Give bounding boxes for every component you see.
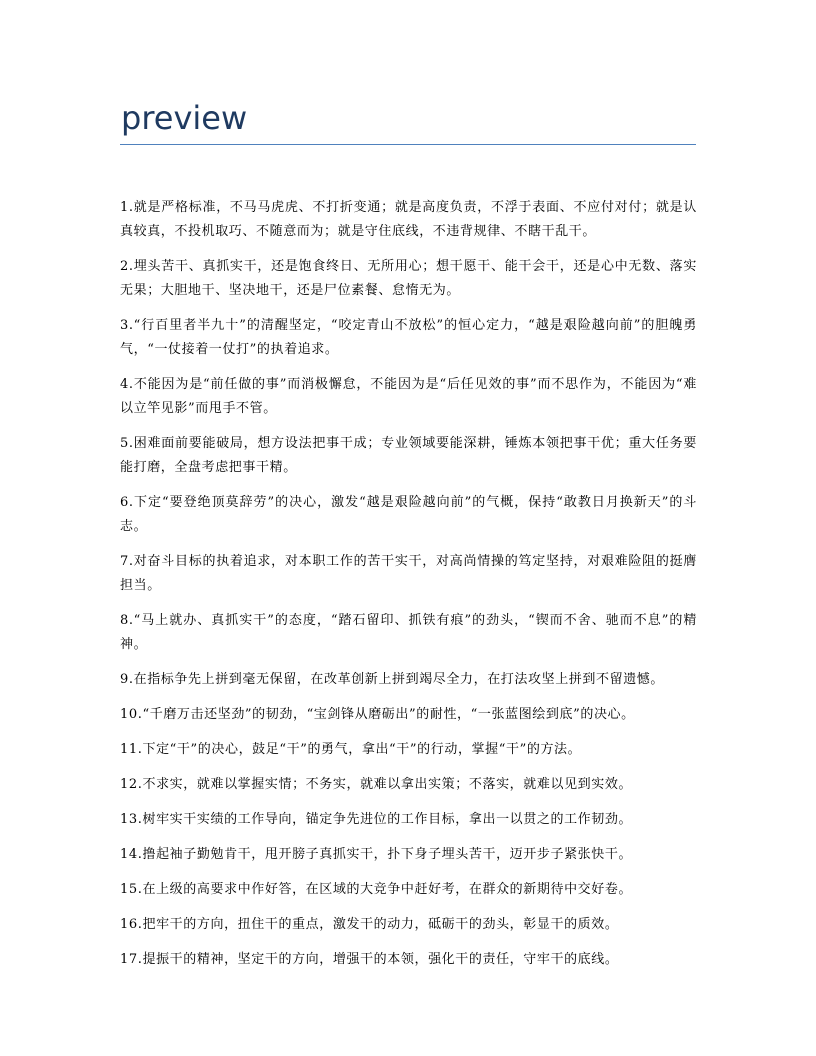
document-title: preview: [121, 99, 248, 137]
list-item: 7.对奋斗目标的执着追求，对本职工作的苦干实干，对高尚情操的笃定坚持，对艰难险阻的挺膺担当。: [120, 554, 697, 593]
list-item: 11.下定“干”的决心，鼓足“干”的勇气，拿出“干”的行动，掌握“干”的方法。: [120, 742, 582, 757]
list-item: 5.困难面前要能破局，想方设法把事干成；专业领域要能深耕，锤炼本领把事干优；重大任务要能打磨，全盘考虑把事干精。: [120, 436, 697, 475]
list-item: 16.把牢干的方向，扭住干的重点，激发干的动力，砥砺干的劲头，彰显干的质效。: [120, 917, 619, 932]
list-item: 17.提振干的精神，坚定干的方向，增强干的本领，强化干的责任，守牢干的底线。: [120, 952, 619, 967]
list-item: 1.就是严格标准，不马马虎虎、不打折变通；就是高度负责，不浮于表面、不应付对付；就是认真较真，不投机取巧、不随意而为；就是守住底线，不违背规律、不瞎干乱干。: [120, 200, 697, 239]
list-item: 6.下定“要登绝顶莫辞劳”的决心，激发“越是艰险越向前”的气概，保持“敢教日月换新天”的斗志。: [120, 495, 697, 534]
numbered-list: [120, 196, 697, 983]
list-item: 10.“千磨万击还坚劲”的韧劲，“宝剑锋从磨砺出”的耐性，“一张蓝图绘到底”的决心。: [120, 707, 635, 722]
list-item: 3.“行百里者半九十”的清醒坚定，“咬定青山不放松”的恒心定力，“越是艰险越向前”的胆魄勇气，“一仗接着一仗打”的执着追求。: [120, 318, 697, 357]
list-item: 15.在上级的高要求中作好答，在区域的大竞争中赶好考，在群众的新期待中交好卷。: [120, 882, 633, 897]
list-item: 13.树牢实干实绩的工作导向，锚定争先进位的工作目标，拿出一以贯之的工作韧劲。: [120, 812, 633, 827]
list-item: 4.不能因为是“前任做的事”而消极懈怠，不能因为是“后任见效的事”而不思作为，不能因为“难以立竿见影”而甩手不管。: [120, 377, 697, 416]
list-item: 12.不求实，就难以掌握实情；不务实，就难以拿出实策；不落实，就难以见到实效。: [120, 777, 633, 792]
title-divider: [120, 144, 696, 145]
list-item: 9.在指标争先上拼到毫无保留，在改革创新上拼到竭尽全力，在打法攻坚上拼到不留遗憾。: [120, 672, 665, 687]
list-item: 2.埋头苦干、真抓实干，还是饱食终日、无所用心；想干愿干、能干会干，还是心中无数、落实无果；大胆地干、坚决地干，还是尸位素餐、怠惰无为。: [120, 259, 697, 298]
list-item: 8.“马上就办、真抓实干”的态度，“踏石留印、抓铁有痕”的劲头，“锲而不舍、驰而不息”的精神。: [120, 613, 697, 652]
list-item: 14.撸起袖子勤勉肯干，甩开膀子真抓实干，扑下身子埋头苦干，迈开步子紧张快干。: [120, 847, 633, 862]
